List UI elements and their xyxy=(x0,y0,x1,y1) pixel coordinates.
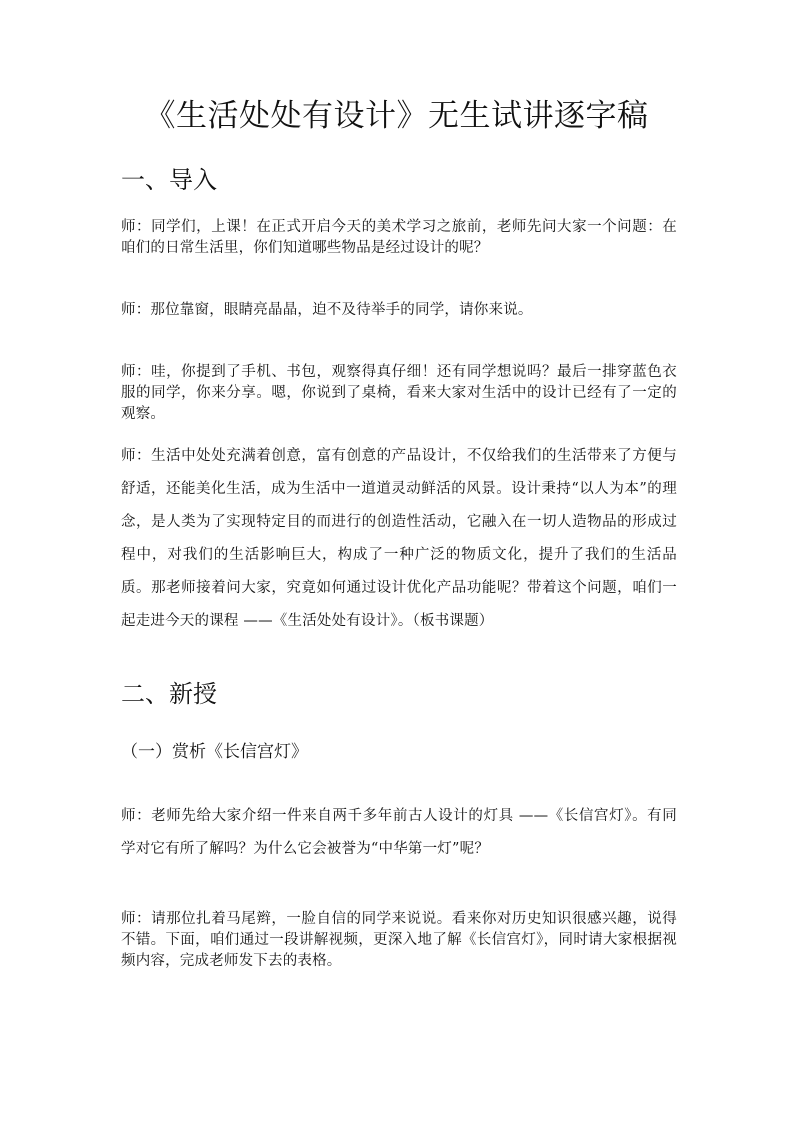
paragraph: 师：老师先给大家介绍一件来自两千多年前古人设计的灯具 ——《长信宫灯》。有同学对它有所了解吗？为什么它会被誉为“中华第一灯”呢？ xyxy=(121,808,677,857)
document-title: 《生活处处有设计》无生试讲逐字稿 xyxy=(144,98,649,134)
paragraph: 师：同学们，上课！在正式开启今天的美术学习之旅前，老师先问大家一个问题：在咱们的日常生活里，你们知道哪些物品是经过设计的呢？ xyxy=(121,219,677,256)
section-heading-new-lesson: 二、新授 xyxy=(121,680,217,708)
subsection-heading: （一）赏析《长信宫灯》 xyxy=(121,742,308,762)
paragraph: 师：哇，你提到了手机、书包，观察得真仔细！还有同学想说吗？最后一排穿蓝色衣服的同学，你来分享。嗯，你说到了桌椅，看来大家对生活中的设计已经有了一定的观察。 xyxy=(121,364,677,422)
paragraph: 师：那位靠窗，眼睛亮晶晶，迫不及待举手的同学，请你来说。 xyxy=(121,302,533,318)
paragraph: 师：生活中处处充满着创意，富有创意的产品设计，不仅给我们的生活带来了方便与舒适，还能美化生活，成为生活中一道道灵动鲜活的风景。设计秉持“以人为本”的理念，是人类为了实现特定目的而进行的创造性活动，它融入在一切人造物品的形成过程中，对我们的生活影响巨大，构成了一种广泛的物质文化，提升了我们的生活品质。那老师接着问大家，究竟如何通过设计优化产品功能呢？带着这个问题，咱们一起走进今天的课程 ——《生活处处有设计》。（板书课题） xyxy=(121,448,677,629)
paragraph: 师：请那位扎着马尾辫，一脸自信的同学来说说。看来你对历史知识很感兴趣，说得不错。下面，咱们通过一段讲解视频，更深入地了解《长信宫灯》，同时请大家根据视频内容，完成老师发下去的表格。 xyxy=(121,911,677,969)
section-heading-intro: 一、导入 xyxy=(121,166,217,194)
